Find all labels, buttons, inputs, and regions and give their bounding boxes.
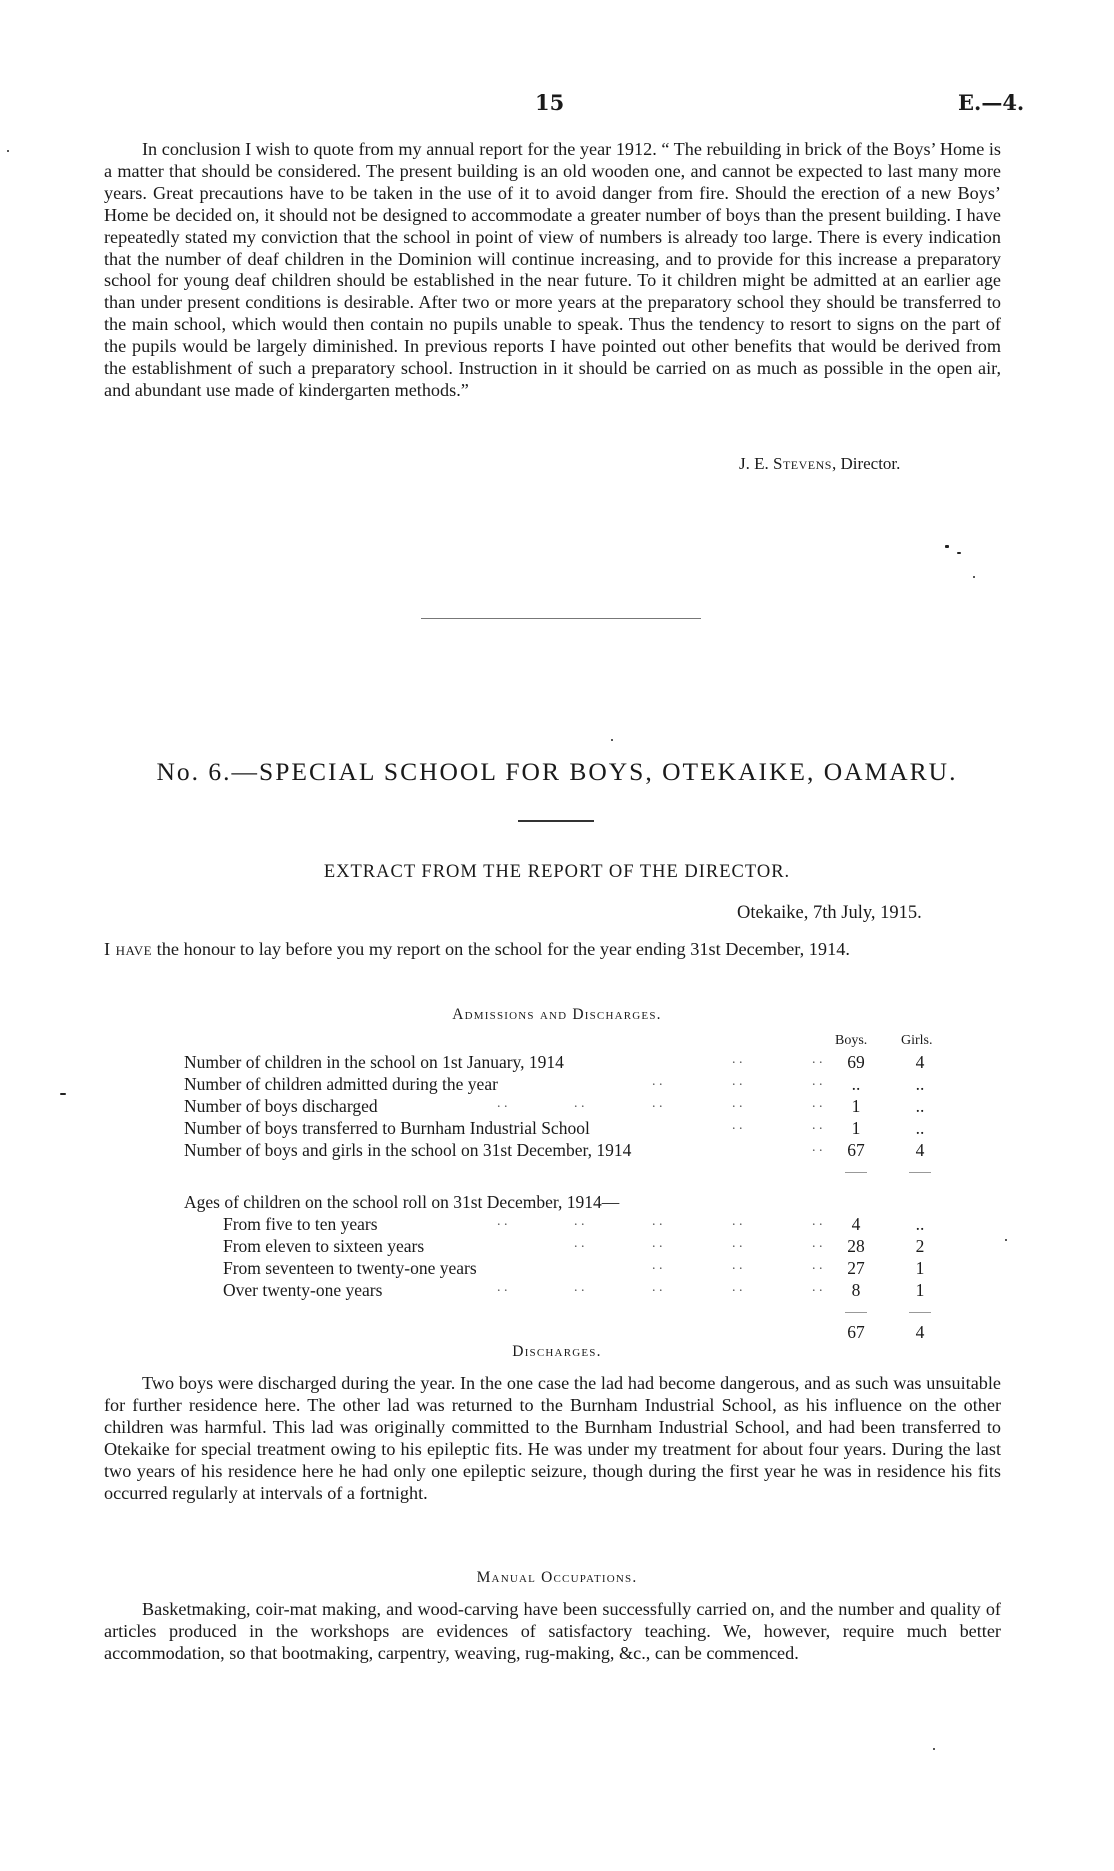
- signature-name: Stevens: [773, 454, 832, 473]
- intro-lead: I have: [104, 939, 153, 959]
- boys-value: 1: [851, 1118, 861, 1138]
- ages-heading: Ages of children on the school roll on 31st December, 1914—: [184, 1192, 620, 1212]
- boys-value: 67: [847, 1140, 865, 1160]
- signature-initials: J. E.: [739, 454, 769, 473]
- row-label: Number of boys transferred to Burnham Industrial School: [184, 1118, 590, 1138]
- scan-speck: [945, 545, 949, 548]
- intro-rest: the honour to lay before you my report on the school for the year ending 31st December, 1914.: [152, 939, 850, 959]
- boys-value: 4: [851, 1214, 861, 1234]
- table-row: From five to ten years . . . . . . . . . . 4 ..: [0, 1214, 1114, 1236]
- row-label: Number of boys and girls in the school on 31st December, 1914: [184, 1140, 632, 1160]
- scan-speck: [1005, 1239, 1007, 1241]
- girls-value: ..: [915, 1096, 925, 1116]
- row-label: Number of children in the school on 1st January, 1914: [184, 1052, 564, 1072]
- title-rule: [518, 820, 594, 822]
- table-row: From eleven to sixteen years . . . . . . . . 28 2: [0, 1236, 1114, 1258]
- table-row: Number of children in the school on 1st January, 1914 . . . . 69 4: [0, 1052, 1114, 1074]
- closing-paragraph: In conclusion I wish to quote from my annual report for the year 1912. “ The rebuilding in brick of the Boys’ Home is a matter that should be considered. The present building is an old wooden one, and cannot be expected to last many more years. Great precautions have to be taken in the use of it to avoid danger from fire. Should the erection of a new Boys’ Home be decided on, it should not be designed to accommodate a greater number of boys than the present building. I have repeatedly stated my conviction that the school in point of view of numbers is already too large. There is every indication that the number of deaf children in the Dominion will continue increasing, and to provide for this increase a preparatory school for young deaf children should be established in the near future. To it children might be admitted at an earlier age than under present conditions is desirable. After two or more years at the preparatory school they should be transferred to the main school, which would then contain no pupils unable to speak. Thus the tendency to resort to signs on the part of the pupils would be largely diminished. In previous reports I have pointed out other benefits that would be derived from the establishment of such a preparatory school. Instruction in it should be carried on as much as possible in the open air, and abundant use made of kindergarten methods.”: [104, 139, 1001, 400]
- boys-value: ..: [851, 1074, 861, 1094]
- total-row: [0, 1322, 1114, 1344]
- signature: [739, 454, 900, 474]
- scan-speck: [957, 552, 961, 554]
- scan-speck: [7, 150, 9, 152]
- total-boys: 67: [847, 1322, 865, 1342]
- col-boys-heading: Boys.: [835, 1033, 868, 1048]
- girls-value: 1: [915, 1280, 925, 1300]
- total-girls: 4: [915, 1322, 925, 1342]
- scan-speck: [933, 1748, 935, 1750]
- table-row: Over twenty-one years . . . . . . . . . . 8 1: [0, 1280, 1114, 1302]
- girls-value: ..: [915, 1074, 925, 1094]
- total-rule: [845, 1312, 867, 1313]
- girls-value: ..: [915, 1214, 925, 1234]
- row-label: From seventeen to twenty-one years: [223, 1258, 477, 1278]
- col-girls-heading: Girls.: [901, 1033, 933, 1048]
- admissions-heading: Admissions and Discharges.: [452, 1006, 662, 1023]
- discharges-paragraph: Two boys were discharged during the year. In the one case the lad had become dangerous, and as such was unsuitable for further residence here. The other lad was returned to the Burnham Industrial School, as his influence on the other children was harmful. This lad was originally committed to the Burnham Industrial School, and had been transferred to Otekaike for special treatment owing to his epileptic fits. He was under my treatment for about four years. During the last two years of his residence here he had only one epileptic seizure, though during the first year he was in residence his fits occurred regularly at intervals of a fortnight.: [104, 1373, 1001, 1503]
- row-label: From eleven to sixteen years: [223, 1236, 425, 1256]
- dateline: Otekaike, 7th July, 1915.: [737, 903, 922, 923]
- total-rule: [909, 1312, 931, 1313]
- subtotal-rule: [845, 1172, 867, 1173]
- scan-speck: [60, 1093, 66, 1095]
- girls-value: 4: [915, 1140, 925, 1160]
- table-row: Number of children admitted during the year . . . . . . .. ..: [0, 1074, 1114, 1096]
- intro-line: [104, 939, 850, 960]
- page-number: 15: [535, 90, 565, 115]
- boys-value: 1: [851, 1096, 861, 1116]
- section-subtitle: EXTRACT FROM THE REPORT OF THE DIRECTOR.: [323, 862, 791, 882]
- discharges-heading: Discharges.: [512, 1343, 602, 1360]
- scan-speck: [611, 739, 613, 741]
- boys-value: 69: [847, 1052, 865, 1072]
- ages-heading-row: [0, 1192, 1114, 1214]
- boys-value: 28: [847, 1236, 865, 1256]
- scan-speck: [973, 576, 975, 578]
- girls-value: 2: [915, 1236, 925, 1256]
- table-row: Number of boys and girls in the school on 31st December, 1914 . . 67 4: [0, 1140, 1114, 1162]
- signature-role: , Director.: [831, 454, 901, 473]
- document-code: E.—4.: [958, 90, 1025, 115]
- row-label: From five to ten years: [223, 1214, 378, 1234]
- table-row: Number of boys transferred to Burnham Industrial School . . . . 1 ..: [0, 1118, 1114, 1140]
- row-label: Over twenty-one years: [223, 1280, 383, 1300]
- manual-heading: Manual Occupations.: [476, 1569, 638, 1586]
- subtotal-rule: [909, 1172, 931, 1173]
- section-divider: [421, 618, 701, 619]
- row-label: Number of children admitted during the year: [184, 1074, 498, 1094]
- boys-value: 27: [847, 1258, 865, 1278]
- row-label: Number of boys discharged: [184, 1096, 378, 1116]
- girls-value: 1: [915, 1258, 925, 1278]
- table-row: From seventeen to twenty-one years . . . . . . 27 1: [0, 1258, 1114, 1280]
- manual-paragraph: Basketmaking, coir-mat making, and wood-carving have been successfully carried on, and the number and quality of articles produced in the workshops are evidences of satisfactory teaching. We, however, require much better accommodation, so that bootmaking, carpentry, weaving, rug-making, &c., can be commenced.: [104, 1599, 1001, 1663]
- girls-value: ..: [915, 1118, 925, 1138]
- girls-value: 4: [915, 1052, 925, 1072]
- table-row: Number of boys discharged . . . . . . . . . . 1 ..: [0, 1096, 1114, 1118]
- section-title: No. 6.—SPECIAL SCHOOL FOR BOYS, OTEKAIKE, OAMARU.: [156, 757, 958, 786]
- boys-value: 8: [851, 1280, 861, 1300]
